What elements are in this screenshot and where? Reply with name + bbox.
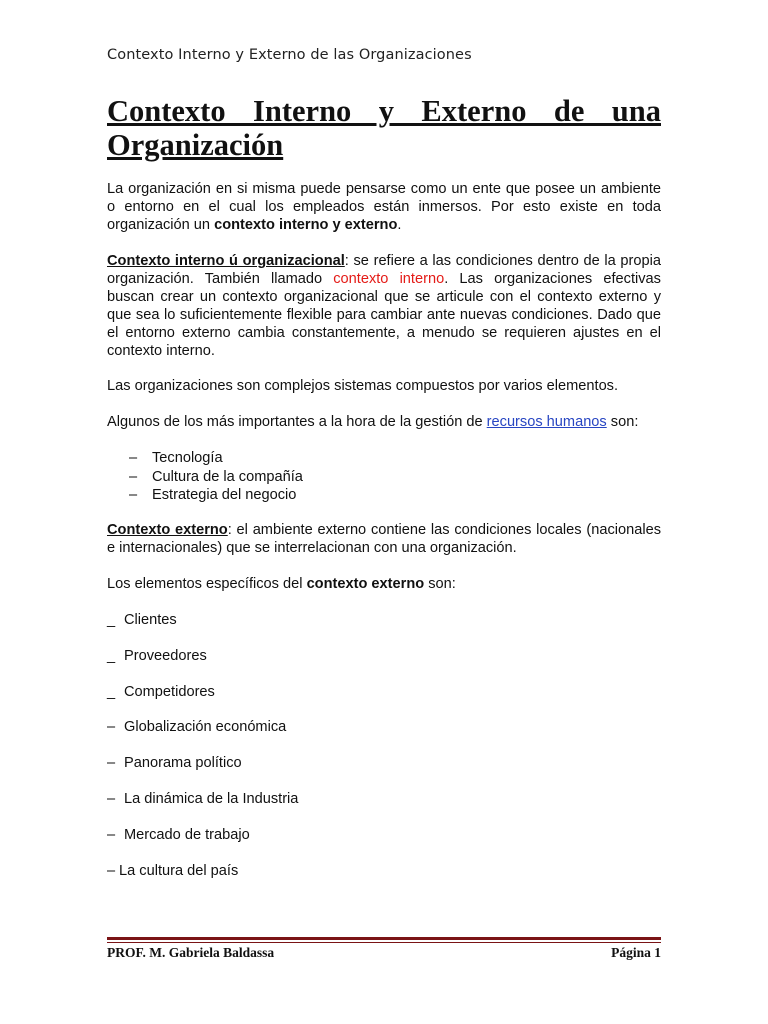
internal-context-term: Contexto interno ú organizacional [107,253,345,269]
item-marker: _ [107,684,116,700]
list-item [129,486,649,505]
external-intro-bold: contexto externo [306,576,425,592]
internal-elements-list [129,449,649,505]
external-item [107,826,250,844]
item-marker: _ [107,648,116,664]
item-marker: – [107,827,116,843]
item-label: Globalización económica [124,719,287,735]
external-elements-intro [107,575,661,593]
page-number: Página 1 [611,945,661,960]
footer-rule-thin [107,942,661,943]
intro-bold: contexto interno y externo [214,217,398,233]
internal-context-highlight: contexto interno [333,271,445,287]
item-label: La cultura del país [119,863,239,879]
item-marker: – [107,719,116,735]
dash-marker: – [129,468,138,485]
external-context-paragraph [107,521,661,557]
internal-context-paragraph [107,252,661,360]
external-item [107,790,298,808]
footer-author: PROF. M. Gabriela Baldassa [107,945,275,960]
list-item-label: Tecnología [152,450,223,466]
external-item [107,754,242,772]
item-marker: – [107,755,116,771]
systems-paragraph: Las organizaciones son complejos sistemas compuestos por varios elementos. [107,378,619,394]
external-item [107,862,238,880]
item-label: Panorama político [124,755,242,771]
item-marker: – [107,863,116,879]
external-item [107,683,215,701]
dash-marker: – [129,450,138,466]
external-item [107,647,207,665]
list-item [129,449,649,468]
item-label: Clientes [124,612,177,628]
item-label: La dinámica de la Industria [124,791,299,807]
external-context-term: Contexto externo [107,522,228,538]
internal-context-text-2: . Las organizaciones efectivas buscan crear un contexto organizacional que se articule con el contexto externo y que sea lo suficientemente flexible para cambiar ante nuevas condiciones. Dado que el entorno externo cambia constantemente, a menudo se requieren ajustes en el contexto interno. [107,271,661,359]
external-intro-end: son: [424,576,456,592]
item-marker: – [107,791,116,807]
hr-text: Algunos de los más importantes a la hora de la gestión de [107,414,487,430]
running-header: Contexto Interno y Externo de las Organizaciones [107,47,472,63]
hr-paragraph [107,413,661,431]
intro-end: . [397,217,402,233]
dash-marker: – [129,487,138,503]
document-title: Contexto Interno y Externo de una Organización [107,94,661,162]
item-label: Competidores [124,684,215,700]
item-marker: _ [107,612,116,628]
hr-end: son: [606,414,639,430]
item-label: Proveedores [124,648,207,664]
external-intro-text: Los elementos específicos del [107,576,307,592]
list-item-label: Estrategia del negocio [152,487,297,503]
intro-paragraph [107,180,661,234]
external-item [107,718,286,736]
item-label: Mercado de trabajo [124,827,250,843]
internal-context-text-1: : se refiere a las condiciones dentro de la propia organización. También llamado [107,253,661,287]
external-context-text: : el ambiente externo contiene las condiciones locales (nacionales e internacionales) que se interrelacionan con una organización. [107,522,662,556]
footer-rule-thick [107,937,661,940]
list-item [129,468,649,487]
list-item-label: Cultura de la compañía [152,468,303,485]
external-item [107,611,177,629]
intro-text: La organización en si misma puede pensarse como un ente que posee un ambiente o entorno en el cual los empleados están inmersos. Por esto existe en toda organización un [107,181,661,233]
hr-link[interactable]: recursos humanos [486,414,607,430]
